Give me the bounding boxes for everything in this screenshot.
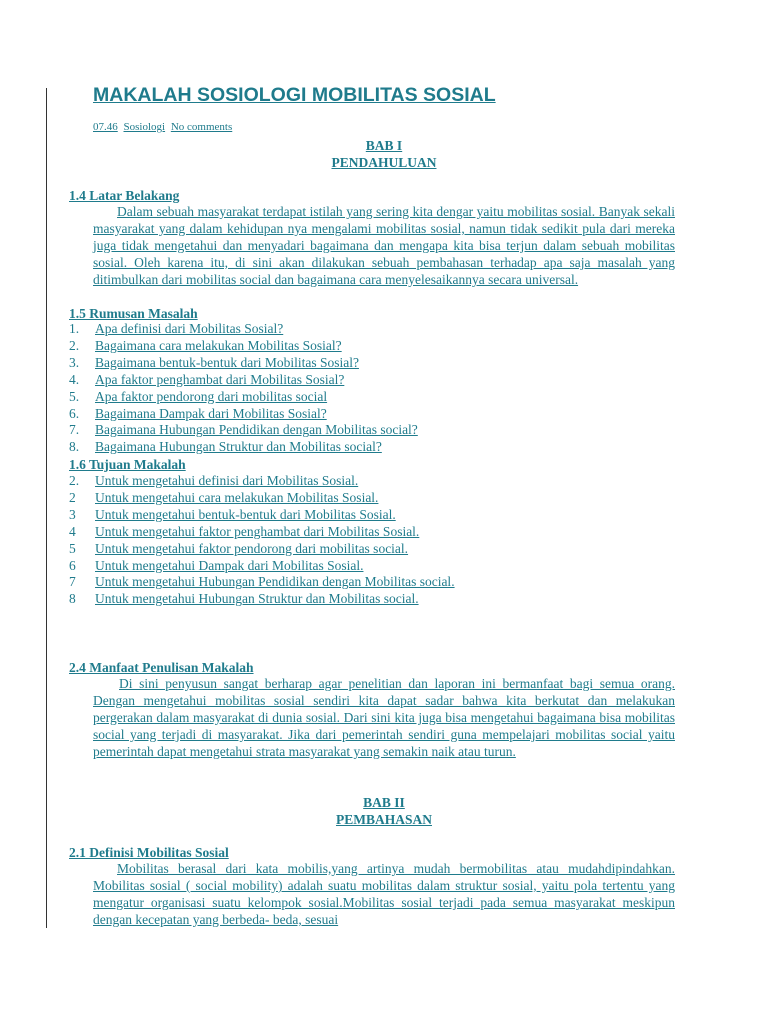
rumusan-heading: 1.5 Rumusan Masalah (69, 306, 198, 321)
bab1-name: PENDAHULUAN (331, 155, 437, 170)
list-item-number: 2. (69, 473, 80, 488)
latar-heading: 1.4 Latar Belakang (69, 188, 180, 203)
list-item (69, 473, 455, 490)
list-item (69, 321, 418, 338)
list-item-number: 5. (69, 388, 80, 404)
list-item-text: Untuk mengetahui Hubungan Pendidikan dengan Mobilitas social. (95, 574, 455, 590)
list-item-text: Untuk mengetahui Dampak dari Mobilitas Sosial. (95, 557, 364, 573)
rumusan-list (69, 321, 418, 456)
list-item-number: 7. (69, 422, 80, 438)
list-item-number: 4 (69, 523, 76, 539)
list-item-number: 3 (69, 506, 76, 522)
list-item-text: Bagaimana Hubungan Struktur dan Mobilitas social? (95, 439, 382, 455)
list-item-text: Apa faktor penghambat dari Mobilitas Sosial? (95, 371, 345, 387)
list-item-text: Apa definisi dari Mobilitas Sosial? (95, 321, 284, 336)
list-item-text: Untuk mengetahui definisi dari Mobilitas Sosial. (95, 473, 359, 488)
list-item-number: 2 (69, 489, 76, 505)
list-item (69, 355, 418, 372)
list-item-number: 4. (69, 371, 80, 387)
definisi-heading: 2.1 Definisi Mobilitas Sosial (69, 845, 229, 860)
list-item (69, 338, 418, 355)
post-time-link[interactable]: 07.46 (93, 121, 118, 133)
bab1-label: BAB I (365, 138, 403, 153)
list-item-number: 8. (69, 439, 80, 455)
list-item-number: 6. (69, 405, 80, 421)
list-item (69, 591, 455, 608)
list-item-number: 2. (69, 337, 80, 353)
list-item-text: Untuk mengetahui cara melakukan Mobilitas Sosial. (95, 489, 379, 505)
list-item (69, 439, 418, 456)
latar-paragraph: Dalam sebuah masyarakat terdapat istilah yang sering kita dengar yaitu mobilitas sosial. Banyak sekali masyarakat yang dalam kehidupan nya mengalami mobilitas sosial, namun tidak sedikit pula dari mereka juga tidak mengetahui dan menyadari bagaimana dan mengapa kita bisa terjun dalam sebuah mobilitas sosial. Oleh karena itu, di sini akan dilakukan sebuah pembahasan terhadap apa saja masalah yang ditimbulkan dari mobilitas social dan bagaimana cara menyelesaikannya secara universal. (93, 204, 675, 287)
list-item-text: Bagaimana bentuk-bentuk dari Mobilitas Sosial? (95, 354, 359, 370)
post-meta (93, 121, 235, 133)
bab2-label: BAB II (363, 795, 405, 810)
manfaat-paragraph: Di sini penyusun sangat berharap agar penelitian dan laporan ini bermanfaat bagi semua orang. Dengan mengetahui mobilitas sosial sendiri kita dapat sadar bahwa kita berkutat dan melakukan pergerakan dalam masyarakat di dunia sosial. Dari sini kita juga bisa mengetahui bagaimana bisa mobilitas social yang terjadi di masyarakat. Jika dari pemerintah sendiri guna mempelajari mobilitas social yaitu pemerintah dapat mengetahui strata masyarakat yang semakin naik atau turun. (93, 676, 675, 759)
tujuan-heading: 1.6 Tujuan Makalah (69, 457, 186, 472)
list-item (69, 507, 455, 524)
list-item-text: Untuk mengetahui Hubungan Struktur dan Mobilitas social. (95, 591, 419, 607)
list-item-text: Bagaimana cara melakukan Mobilitas Sosial? (95, 337, 342, 353)
list-item (69, 389, 418, 406)
list-item (69, 372, 418, 389)
list-item (69, 574, 455, 591)
list-item-number: 3. (69, 354, 80, 370)
list-item-number: 6 (69, 557, 76, 573)
list-item-text: Untuk mengetahui bentuk-bentuk dari Mobilitas Sosial. (95, 506, 396, 522)
list-item (69, 541, 455, 558)
post-category-link[interactable]: Sosiologi (123, 121, 166, 133)
list-item (69, 558, 455, 575)
tujuan-list (69, 473, 455, 608)
list-item (69, 490, 455, 507)
list-item-text: Bagaimana Dampak dari Mobilitas Sosial? (95, 405, 327, 421)
list-item (69, 422, 418, 439)
list-item-text: Untuk mengetahui faktor penghambat dari Mobilitas Sosial. (95, 523, 420, 539)
list-item-number: 5 (69, 540, 76, 556)
list-item-number: 1. (69, 321, 80, 336)
manfaat-heading: 2.4 Manfaat Penulisan Makalah (69, 660, 254, 675)
margin-rule (46, 88, 47, 928)
bab2-name: PEMBAHASAN (335, 812, 432, 827)
list-item (69, 524, 455, 541)
page-title[interactable]: MAKALAH SOSIOLOGI MOBILITAS SOSIAL (93, 84, 496, 106)
list-item-text: Untuk mengetahui faktor pendorong dari mobilitas social. (95, 540, 409, 556)
list-item-text: Apa faktor pendorong dari mobilitas social (95, 388, 328, 404)
list-item-number: 7 (69, 574, 76, 590)
post-comments-link[interactable]: No comments (170, 121, 233, 133)
definisi-paragraph: Mobilitas berasal dari kata mobilis,yang artinya mudah bermobilitas atau mudahdipindahkan. Mobilitas sosial ( social mobility) adalah suatu mobilitas dalam struktur sosial, yaitu pola tertentu yang mengatur organisasi suatu kelompok sosial.Mobilitas sosial terjadi pada semua masyarakat meskipun dengan kecepatan yang berbeda- beda, sesuai (93, 861, 675, 927)
list-item (69, 406, 418, 423)
list-item-text: Bagaimana Hubungan Pendidikan dengan Mobilitas social? (95, 422, 418, 438)
list-item-number: 8 (69, 591, 76, 607)
